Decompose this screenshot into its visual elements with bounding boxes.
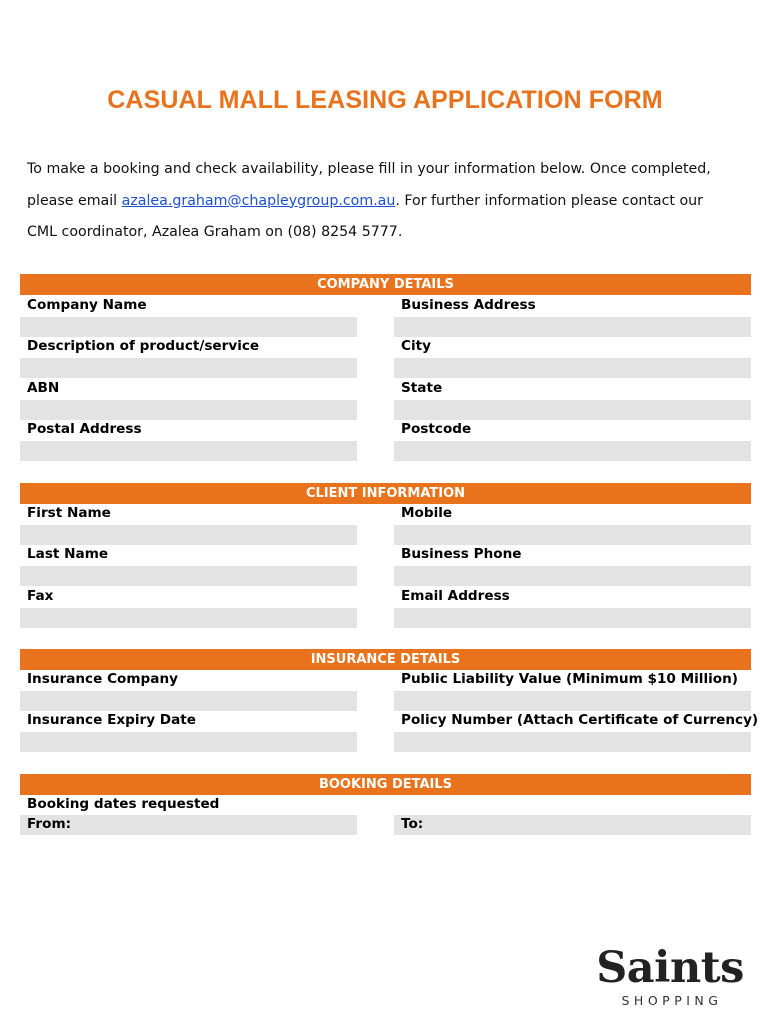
form-title: CASUAL MALL LEASING APPLICATION FORM bbox=[107, 86, 663, 114]
intro-line-2-post: . For further information please contact our bbox=[395, 192, 704, 209]
city-label: City bbox=[401, 338, 431, 354]
postal-address-label: Postal Address bbox=[27, 421, 142, 437]
insurance-company-field[interactable] bbox=[20, 691, 357, 711]
business-address-label: Business Address bbox=[401, 297, 536, 313]
intro-line-2 bbox=[27, 186, 757, 218]
public-liability-label: Public Liability Value (Minimum $10 Million) bbox=[401, 671, 738, 687]
last-name-field[interactable] bbox=[20, 566, 357, 586]
client-information-header: CLIENT INFORMATION bbox=[20, 483, 751, 504]
contact-email-link[interactable]: azalea.graham@chapleygroup.com.au bbox=[121, 192, 396, 209]
fax-label: Fax bbox=[27, 588, 54, 604]
insurance-expiry-label: Insurance Expiry Date bbox=[27, 712, 196, 728]
email-address-field[interactable] bbox=[394, 608, 751, 628]
policy-number-label: Policy Number (Attach Certificate of Currency) bbox=[401, 712, 759, 728]
saints-shopping-logo bbox=[590, 945, 750, 1008]
mobile-field[interactable] bbox=[394, 525, 751, 545]
public-liability-field[interactable] bbox=[394, 691, 751, 711]
email-address-label: Email Address bbox=[401, 588, 510, 604]
company-details-header: COMPANY DETAILS bbox=[20, 274, 751, 295]
postcode-label: Postcode bbox=[401, 421, 472, 437]
last-name-label: Last Name bbox=[27, 546, 109, 562]
first-name-label: First Name bbox=[27, 505, 111, 521]
city-field[interactable] bbox=[394, 358, 751, 378]
business-address-field[interactable] bbox=[394, 317, 751, 337]
abn-field[interactable] bbox=[20, 400, 357, 420]
policy-number-field[interactable] bbox=[394, 732, 751, 752]
state-label: State bbox=[401, 380, 443, 396]
abn-label: ABN bbox=[27, 380, 60, 396]
booking-dates-label: Booking dates requested bbox=[27, 796, 220, 812]
state-field[interactable] bbox=[394, 400, 751, 420]
intro-text bbox=[27, 154, 757, 249]
business-phone-label: Business Phone bbox=[401, 546, 522, 562]
intro-line-2-pre: please email bbox=[27, 192, 122, 209]
to-label: To: bbox=[401, 816, 424, 832]
intro-line-3: CML coordinator, Azalea Graham on (08) 8254 5777. bbox=[27, 224, 403, 240]
logo-subtitle: SHOPPING bbox=[621, 993, 723, 1008]
postal-address-field[interactable] bbox=[20, 441, 357, 461]
to-date-field[interactable] bbox=[394, 815, 751, 835]
description-label: Description of product/service bbox=[27, 338, 260, 354]
company-name-label: Company Name bbox=[27, 297, 147, 313]
from-label: From: bbox=[27, 816, 72, 832]
intro-line-1: To make a booking and check availability, please fill in your information below. Once completed, bbox=[27, 161, 711, 177]
business-phone-field[interactable] bbox=[394, 566, 751, 586]
postcode-field[interactable] bbox=[394, 441, 751, 461]
insurance-details-header: INSURANCE DETAILS bbox=[20, 649, 751, 670]
first-name-field[interactable] bbox=[20, 525, 357, 545]
logo-wordmark: Saints bbox=[596, 943, 744, 993]
fax-field[interactable] bbox=[20, 608, 357, 628]
company-name-field[interactable] bbox=[20, 317, 357, 337]
booking-details-header: BOOKING DETAILS bbox=[20, 774, 751, 795]
insurance-expiry-field[interactable] bbox=[20, 732, 357, 752]
insurance-company-label: Insurance Company bbox=[27, 671, 178, 687]
description-field[interactable] bbox=[20, 358, 357, 378]
mobile-label: Mobile bbox=[401, 505, 453, 521]
